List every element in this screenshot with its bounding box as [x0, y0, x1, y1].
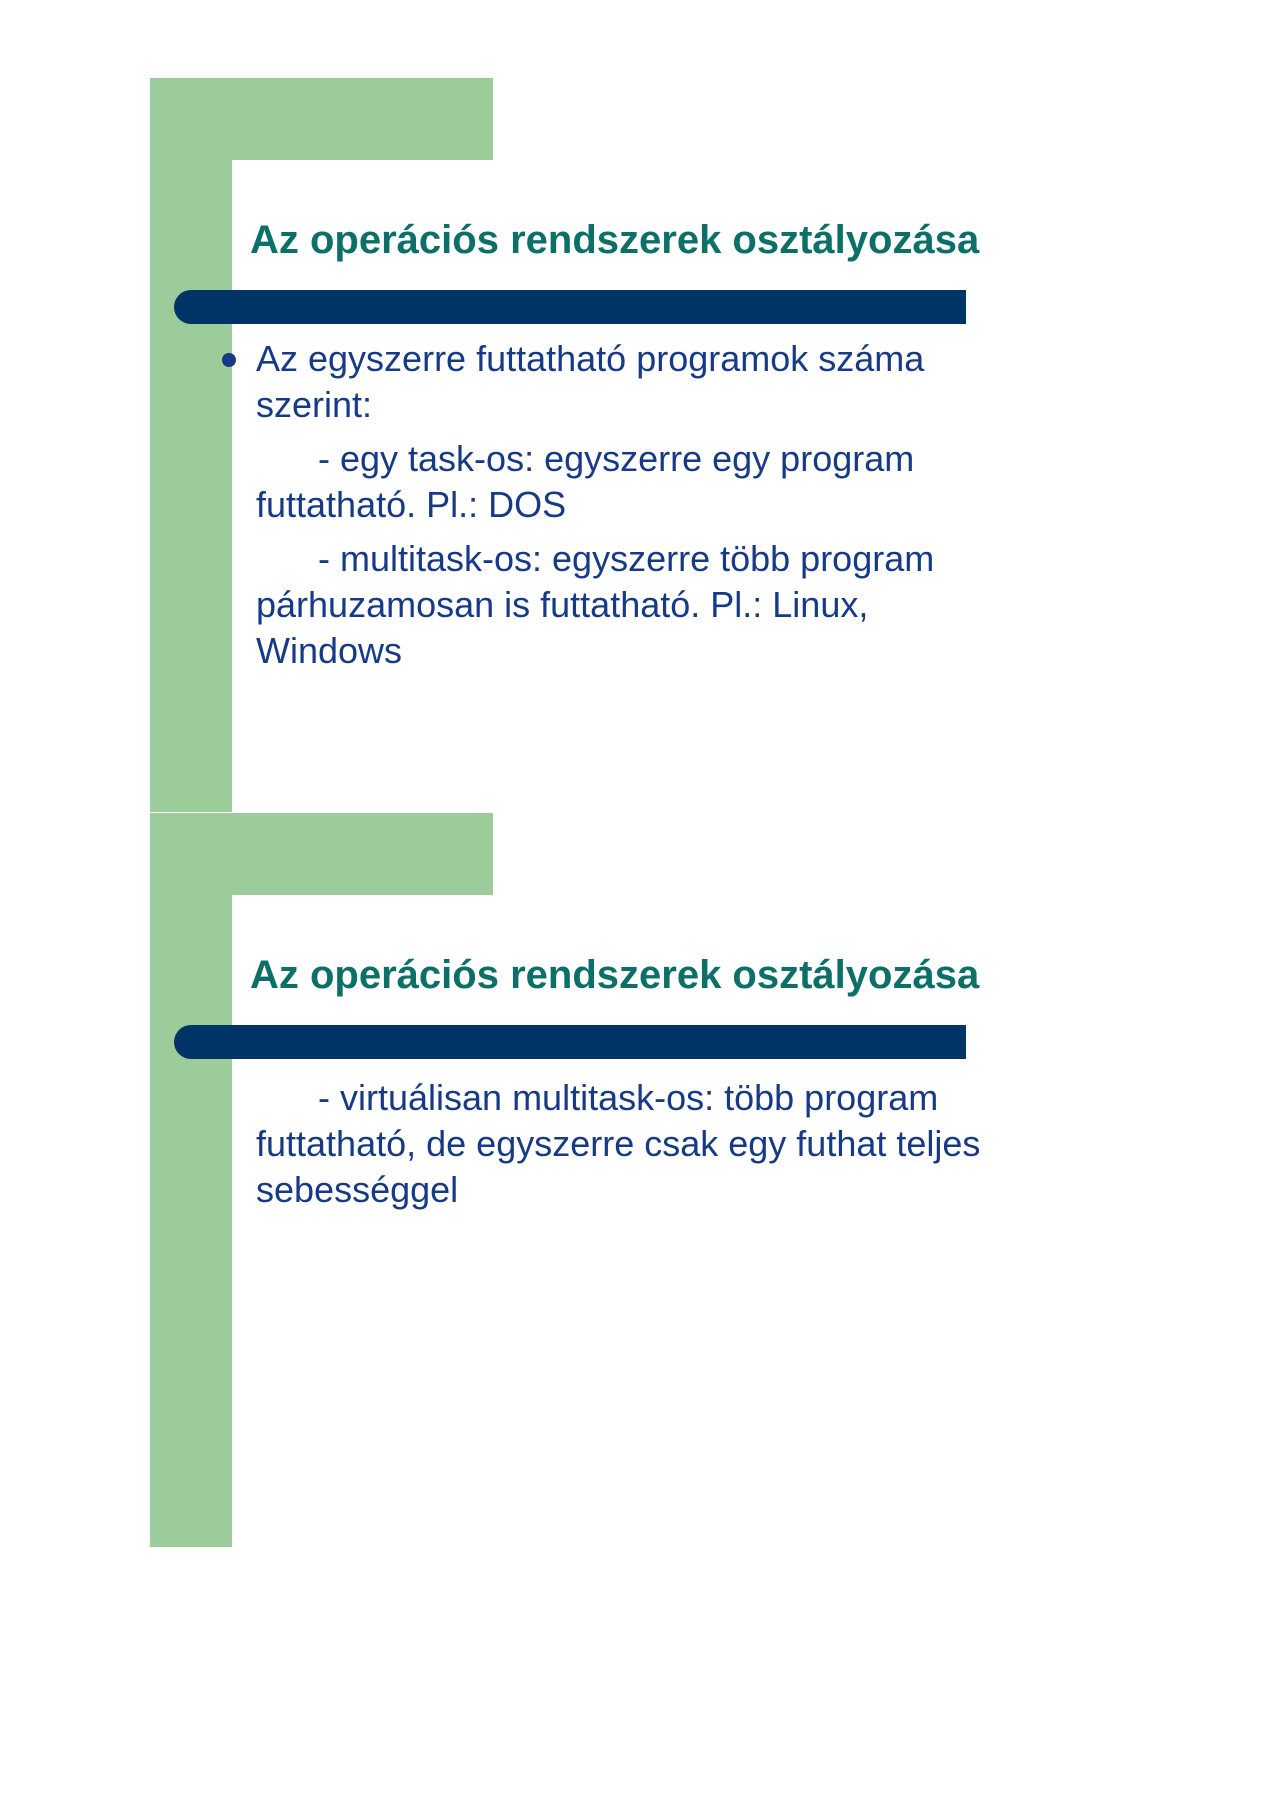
sub-item-continuation: futtatható. Pl.: DOS — [256, 484, 567, 525]
green-side-bar — [150, 813, 232, 1547]
bullet-item — [256, 336, 976, 428]
slide-title: Az operációs rendszerek osztályozása — [250, 218, 980, 262]
sub-item-continuation: futtatható, de egyszerre csak egy futhat teljes sebességgel — [256, 1123, 980, 1210]
sub-item-dash-line: - virtuálisan multitask-os: több program — [318, 1077, 939, 1118]
sub-item-dash-line: - multitask-os: egyszerre több program — [318, 538, 935, 579]
slide-content — [256, 1075, 980, 1221]
sub-item-multitask — [256, 536, 976, 674]
sub-item-single-task — [256, 436, 976, 528]
title-rule — [174, 1025, 966, 1059]
slide-2 — [150, 813, 980, 1547]
slide-1 — [150, 78, 980, 812]
sub-item-continuation: párhuzamosan is futtatható. Pl.: Linux, Windows — [256, 584, 869, 671]
bullet-dot-icon — [222, 353, 236, 367]
bullet-text: Az egyszerre futtatható programok száma szerint: — [256, 338, 925, 425]
sub-item-virtual-multitask — [256, 1075, 980, 1213]
sub-item-dash-line: - egy task-os: egyszerre egy program — [318, 438, 915, 479]
green-top-block — [150, 78, 493, 160]
slide-content — [256, 336, 976, 682]
title-rule — [174, 290, 966, 324]
slide-title: Az operációs rendszerek osztályozása — [250, 953, 980, 997]
green-side-bar — [150, 78, 232, 812]
green-top-block — [150, 813, 493, 895]
